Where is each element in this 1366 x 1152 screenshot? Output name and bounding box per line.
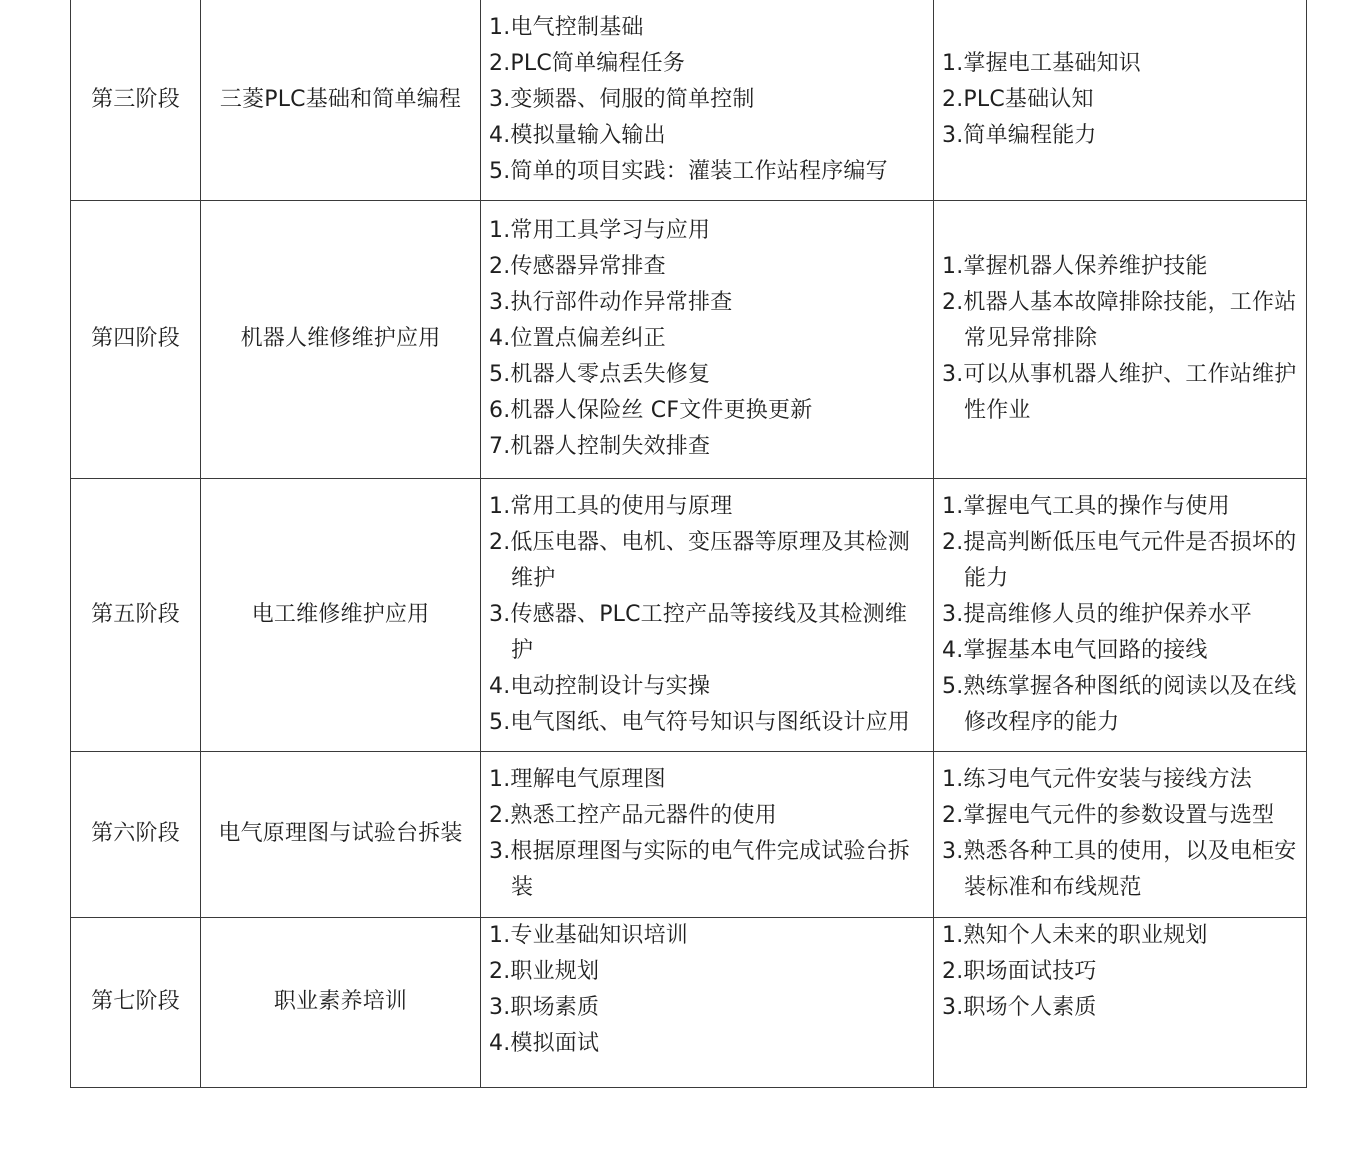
content-cell: [481, 478, 934, 751]
topic-cell: 机器人维修维护应用: [201, 200, 481, 478]
goal-cell: [934, 478, 1307, 751]
goal-item: 2.PLC基础认知: [942, 86, 1094, 112]
table-row: [71, 478, 1307, 751]
goal-item: 2.职场面试技巧: [942, 958, 1097, 984]
content-item: 2.职业规划: [489, 958, 600, 984]
content-item: 1.专业基础知识培训: [489, 922, 688, 948]
content-item: 4.电动控制设计与实操: [489, 673, 711, 699]
content-cell: [481, 200, 934, 478]
curriculum-table: [70, 0, 1307, 1088]
content-item: 4.模拟量输入输出: [489, 122, 666, 148]
content-item: 5.机器人零点丢失修复: [489, 362, 711, 387]
stage-cell: 第七阶段: [71, 917, 201, 1087]
content-item: 5.简单的项目实践：灌装工作站程序编写: [489, 158, 888, 184]
content-item: 3.变频器、伺服的简单控制: [489, 86, 755, 112]
content-item: 2.低压电器、电机、变压器等原理及其检测维护: [489, 529, 910, 591]
content-item: 7.机器人控制失效排查: [489, 434, 711, 459]
content-cell: [481, 751, 934, 917]
goal-item: 1.练习电气元件安装与接线方法: [942, 767, 1252, 792]
goal-item: 2.掌握电气元件的参数设置与选型: [942, 803, 1275, 828]
goal-item: 2.提高判断低压电气元件是否损坏的能力: [942, 529, 1297, 591]
goal-cell: [934, 0, 1307, 200]
goal-item: 1.掌握电气工具的操作与使用: [942, 493, 1230, 519]
content-item: 5.电气图纸、电气符号知识与图纸设计应用: [489, 709, 910, 735]
goal-item: 3.职场个人素质: [942, 994, 1097, 1020]
goal-item: 3.简单编程能力: [942, 122, 1097, 148]
content-item: 2.传感器异常排查: [489, 254, 666, 279]
topic-cell: 三菱PLC基础和简单编程: [201, 0, 481, 200]
table-row: [71, 200, 1307, 478]
content-item: 3.传感器、PLC工控产品等接线及其检测维护: [489, 601, 908, 663]
content-item: 2.PLC简单编程任务: [489, 50, 686, 76]
stage-cell: 第五阶段: [71, 478, 201, 751]
goal-cell: [934, 200, 1307, 478]
content-item: 3.根据原理图与实际的电气件完成试验台拆装: [489, 839, 910, 900]
goal-item: 1.熟知个人未来的职业规划: [942, 922, 1208, 948]
content-item: 2.熟悉工控产品元器件的使用: [489, 803, 777, 828]
stage-cell: 第六阶段: [71, 751, 201, 917]
goal-item: 3.可以从事机器人维护、工作站维护性作业: [942, 362, 1297, 423]
content-item: 1.常用工具的使用与原理: [489, 493, 733, 519]
content-item: 6.机器人保险丝 CF文件更换更新: [489, 398, 813, 423]
stage-cell: 第四阶段: [71, 200, 201, 478]
goal-item: 3.熟悉各种工具的使用，以及电柜安装标准和布线规范: [942, 839, 1297, 900]
topic-cell: 职业素养培训: [201, 917, 481, 1087]
goal-item: 1.掌握电工基础知识: [942, 50, 1141, 76]
content-cell: [481, 917, 934, 1087]
content-cell: [481, 0, 934, 200]
goal-item: 3.提高维修人员的维护保养水平: [942, 601, 1252, 627]
content-item: 3.执行部件动作异常排查: [489, 290, 733, 315]
table-row: [71, 917, 1307, 1087]
content-item: 4.模拟面试: [489, 1030, 600, 1056]
topic-cell: 电气原理图与试验台拆装: [201, 751, 481, 917]
content-item: 1.理解电气原理图: [489, 767, 666, 792]
goal-item: 5.熟练掌握各种图纸的阅读以及在线修改程序的能力: [942, 673, 1297, 735]
goal-item: 4.掌握基本电气回路的接线: [942, 637, 1208, 663]
table-row: [71, 751, 1307, 917]
goal-cell: [934, 917, 1307, 1087]
goal-cell: [934, 751, 1307, 917]
table-body: [71, 0, 1307, 1087]
content-item: 3.职场素质: [489, 994, 600, 1020]
content-item: 1.电气控制基础: [489, 14, 644, 40]
content-item: 4.位置点偏差纠正: [489, 326, 666, 351]
topic-cell: 电工维修维护应用: [201, 478, 481, 751]
stage-cell: 第三阶段: [71, 0, 201, 200]
goal-item: 1.掌握机器人保养维护技能: [942, 254, 1208, 279]
goal-item: 2.机器人基本故障排除技能，工作站常见异常排除: [942, 290, 1297, 351]
table-row: [71, 0, 1307, 200]
content-item: 1.常用工具学习与应用: [489, 218, 711, 243]
